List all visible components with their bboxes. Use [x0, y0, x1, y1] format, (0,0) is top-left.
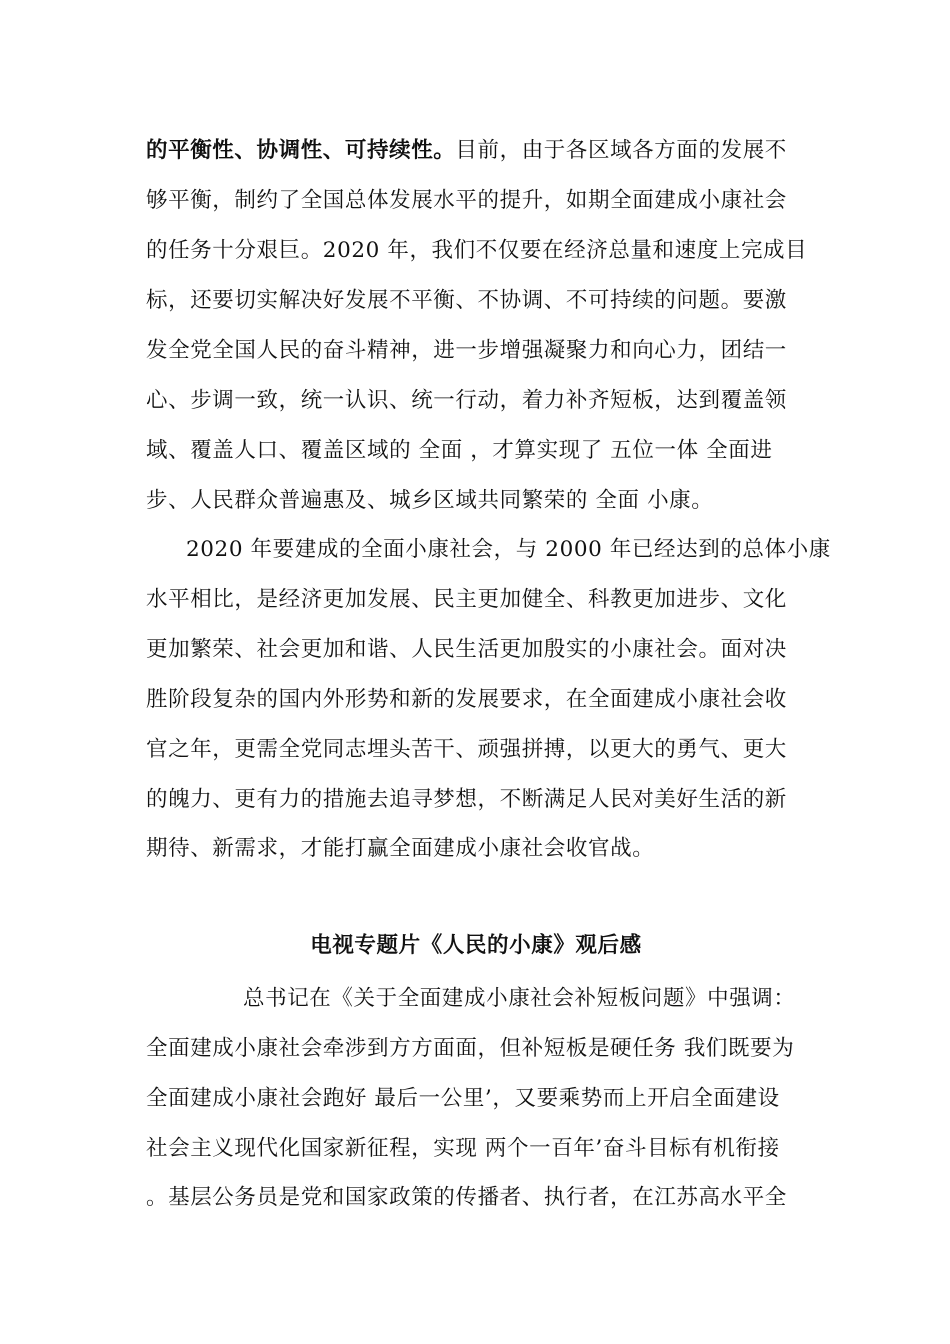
- paragraph-2-line-5: 官之年，更需全党同志埋头苦干、顽强拼搏，以更大的勇气、更大: [146, 737, 787, 762]
- paragraph-1-line-1: [146, 136, 806, 166]
- paragraph-1-line-3: 的任务十分艰巨。2020 年，我们不仅要在经济总量和速度上完成目: [146, 238, 808, 263]
- paragraph-3-line-3: 全面建成小康社会跑好 最后一公里’，又要乘势而上开启全面建设: [146, 1086, 780, 1111]
- paragraph-1-line-7: 域、覆盖人口、覆盖区域的 全面 ，才算实现了 五位一体 全面进: [146, 438, 773, 463]
- paragraph-1-line-8: 步、人民群众普遍惠及、城乡区域共同繁荣的 全面 小康。: [146, 488, 714, 513]
- paragraph-1-line-4: 标，还要切实解决好发展不平衡、不协调、不可持续的问题。要激: [146, 288, 787, 313]
- paragraph-1-line-2: 够平衡，制约了全国总体发展水平的提升，如期全面建成小康社会: [146, 188, 787, 213]
- paragraph-2-line-2: 水平相比，是经济更加发展、民主更加健全、科教更加进步、文化: [146, 587, 787, 612]
- paragraph-2-line-4: 胜阶段复杂的国内外形势和新的发展要求，在全面建成小康社会收: [146, 687, 787, 712]
- paragraph-3-line-1: 总书记在《关于全面建成小康社会补短板问题》中强调：: [243, 986, 796, 1011]
- paragraph-2-line-6: 的魄力、更有力的措施去追寻梦想，不断满足人民对美好生活的新: [146, 787, 787, 812]
- paragraph-1-line-5: 发全党全国人民的奋斗精神，进一步增强凝聚力和向心力，团结一: [146, 338, 787, 363]
- paragraph-3-line-5: 。基层公务员是党和国家政策的传播者、执行者，在江苏高水平全: [146, 1185, 787, 1210]
- paragraph-3-line-2: 全面建成小康社会牵涉到方方面面，但补短板是硬任务 我们既要为: [146, 1036, 795, 1061]
- paragraph-3-line-4: 社会主义现代化国家新征程，实现 两个一百年’奋斗目标有机衔接: [146, 1136, 780, 1161]
- paragraph-1-line-6: 心、步调一致，统一认识、统一行动，着力补齐短板，达到覆盖领: [146, 388, 787, 413]
- bold-phrase: 的平衡性、协调性、可持续性。: [146, 138, 456, 163]
- text-run: 目前，由于各区域各方面的发展不: [455, 138, 787, 163]
- paragraph-2-line-3: 更加繁荣、社会更加和谐、人民生活更加殷实的小康社会。面对决: [146, 637, 787, 662]
- paragraph-2-line-7: 期待、新需求，才能打赢全面建成小康社会收官战。: [146, 836, 655, 861]
- section-title: 电视专题片《人民的小康》观后感: [310, 933, 642, 958]
- paragraph-2-line-1: 2020 年要建成的全面小康社会，与 2000 年已经达到的总体小康: [186, 537, 831, 562]
